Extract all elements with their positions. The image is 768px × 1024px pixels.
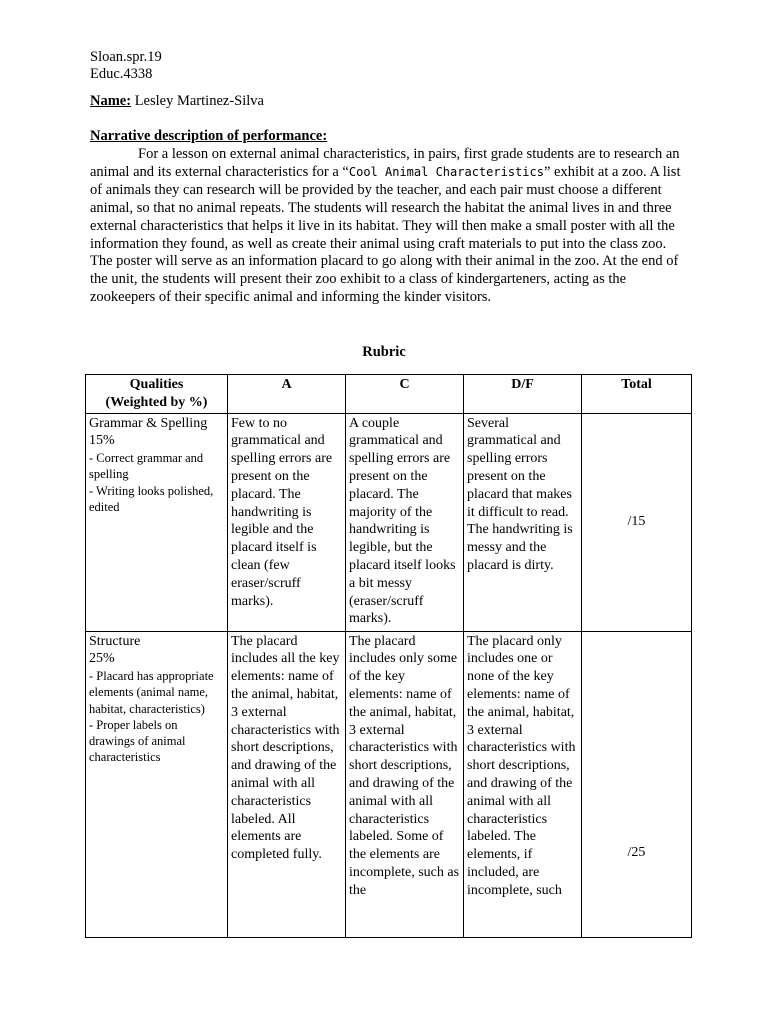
exhibit-name: Cool Animal Characteristics [348,164,544,179]
header-a: A [228,375,346,414]
criterion: - Correct grammar and spelling [89,451,204,482]
rubric-row-structure [86,631,692,937]
grade-df-cell: The placard only includes one or none of the key elements: name of the animal, habitat, 3 external characteristics with short descriptions, and drawing of the animal with all characteristics labeled. The elements, if included, are incomplete, such [464,631,582,937]
header-df: D/F [464,375,582,414]
course-code: Sloan.spr.19 [90,49,162,65]
narrative-heading: Narrative description of performance: [90,128,328,144]
quality-weight: 15% [89,433,115,449]
course-number: Educ.4338 [90,66,153,82]
grade-a-cell: Few to no grammatical and spelling errors are present on the placard. The handwriting is legible and the placard itself is clean (few eraser/scruff marks). [228,413,346,631]
quality-name: Structure [89,633,141,649]
criterion: - Proper labels on drawings of animal characteristics [89,717,186,765]
criterion: - Writing looks polished, edited [89,483,214,514]
criterion: - Placard has appropriate elements (animal name, habitat, characteristics) [89,669,214,716]
header-qualities: Qualities (Weighted by %) [86,375,228,414]
quality-name: Grammar & Spelling [89,415,208,431]
rubric-title: Rubric [362,344,406,360]
student-name: Lesley Martinez-Silva [134,93,264,109]
rubric-header-row [86,375,692,414]
student-name-line [90,93,264,110]
quality-cell [86,631,228,937]
header-c: C [346,375,464,414]
grade-df-cell: Several grammatical and spelling errors present on the placard that makes it difficult to read. The handwriting is messy and the placard is dirty. [464,413,582,631]
total-cell: /25 [582,631,692,937]
quality-weight: 25% [89,651,115,667]
quality-cell [86,413,228,631]
name-label: Name: [90,93,132,109]
grade-c-cell: A couple grammatical and spelling errors are present on the placard. The majority of the handwriting is legible, but the placard itself looks a bit messy (eraser/scruff marks). [346,413,464,631]
grade-c-cell: The placard includes only some of the key elements: name of the animal, habitat, 3 external characteristics with short descriptions, and drawing of the animal with all characteristics labeled. Some of the elements are incomplete, such as the [346,631,464,937]
rubric-table [85,374,692,938]
total-cell: /15 [582,413,692,631]
grade-a-cell: The placard includes all the key elements: name of the animal, habitat, 3 external characteristics with short descriptions, and drawing of the animal with all characteristics labeled. All elements are completed fully. [228,631,346,937]
header-total: Total [582,375,692,414]
narrative-paragraph: For a lesson on external animal characteristics, in pairs, first grade students are to research an animal and its external characteristics for a “Cool Animal Characteristics” exhibit at a zoo. A list of animals they can research will be provided by the teacher, and each pair must choose a different animal, so that no animal repeats. The students will research the habitat the animal lives in and three external characteristics that helps it live in its habitat. They will then make a small poster with all the information they found, as well as create their animal using craft materials to put into the class zoo. The poster will serve as an information placard to go along with their animal in the zoo. At the end of the unit, the students will present their zoo exhibit to a class of kindergarteners, acting as the zookeepers of their specific animal and informing the kinder visitors. [90,146,681,306]
rubric-row-grammar [86,413,692,631]
